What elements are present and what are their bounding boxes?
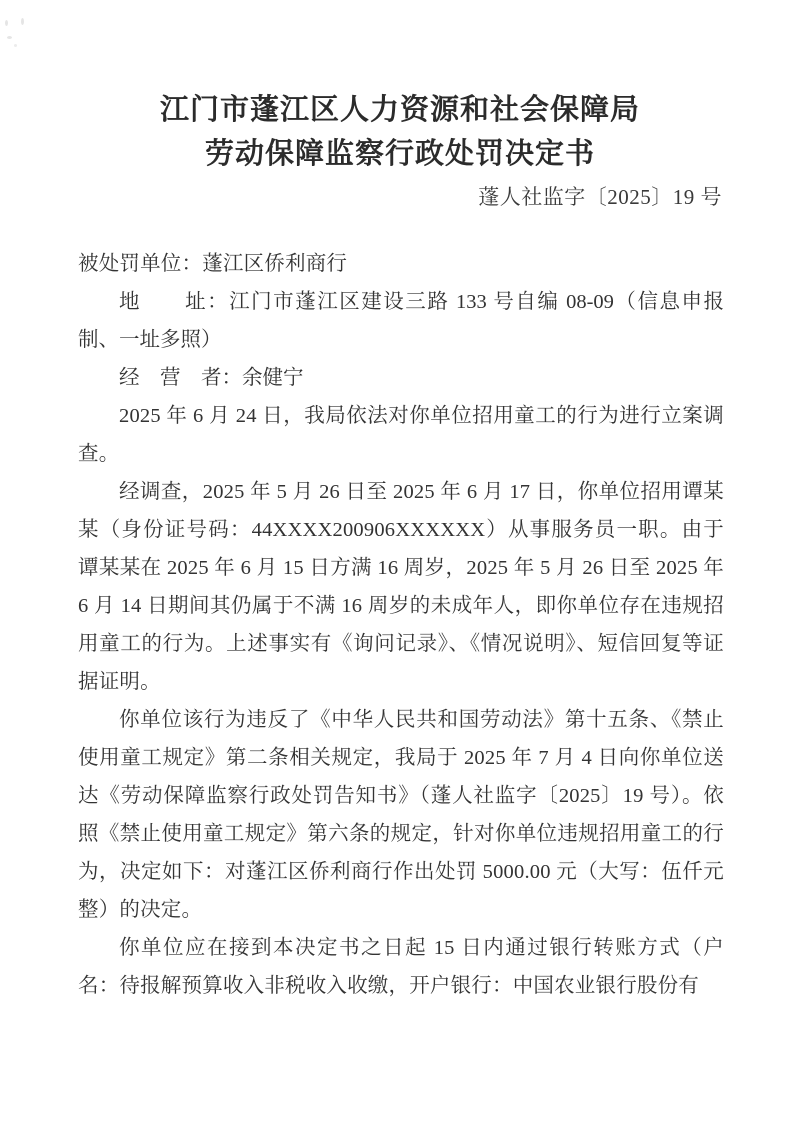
issuing-authority-title: 江门市蓬江区人力资源和社会保障局: [159, 94, 640, 126]
paragraph-filing: 2025 年 6 月 24 日，我局依法对你单位招用童工的行为进行立案调查。: [78, 405, 724, 465]
document-title-block: [0, 88, 800, 176]
address-label: 地 址: [119, 291, 208, 313]
document-type-title: 劳动保障监察行政处罚决定书: [204, 138, 595, 170]
operator-colon: ：: [221, 367, 242, 389]
penalized-unit-label: 被处罚单位：: [78, 253, 203, 275]
scan-speckle: [5, 20, 8, 26]
penalized-unit-row: [78, 245, 724, 283]
penalized-unit-value: 蓬江区侨利商行: [202, 253, 348, 275]
address-value: 江门市蓬江区建设三路 133 号自编 08-09（信息申报制、一址多照）: [78, 291, 725, 351]
document-body: [78, 245, 724, 1005]
address-row: [78, 283, 724, 359]
scan-speckle: [14, 44, 17, 47]
scan-speckle: [21, 18, 24, 25]
address-colon: ：: [207, 291, 230, 313]
scan-speckle: [7, 36, 12, 39]
paragraph-payment: 你单位应在接到本决定书之日起 15 日内通过银行转账方式（户名：待报解预算收入非税收入收缴，开户银行：中国农业银行股份有: [78, 937, 724, 997]
operator-label: 经 营 者: [119, 367, 222, 389]
paragraph-investigation: 经调查，2025 年 5 月 26 日至 2025 年 6 月 17 日，你单位招用谭某某（身份证号码：44XXXX200906XXXXXX）从事服务员一职。由于谭某某在 2025 年 6 月 15 日方满 16 周岁，2025 年 5 月 26 日至 2025 年 6 月 14 日期间其仍属于不满 16 周岁的未成年人，即你单位存在违规招用童工的行为。上述事实有《询问记录》、《情况说明》、短信回复等证据证明。: [78, 481, 724, 693]
paragraph-legal-basis: 你单位该行为违反了《中华人民共和国劳动法》第十五条、《禁止使用童工规定》第二条相关规定，我局于 2025 年 7 月 4 日向你单位送达《劳动保障监察行政处罚告知书》（蓬人社监字〔2025〕19 号）。依照《禁止使用童工规定》第六条的规定，针对你单位违规招用童工的行为，决定如下：对蓬江区侨利商行作出处罚 5000.00 元（大写：伍仟元整）的决定。: [78, 709, 724, 921]
operator-value: 余健宁: [242, 367, 304, 389]
operator-row: [78, 359, 724, 397]
document-number: 蓬人社监字〔2025〕19 号: [478, 185, 722, 209]
